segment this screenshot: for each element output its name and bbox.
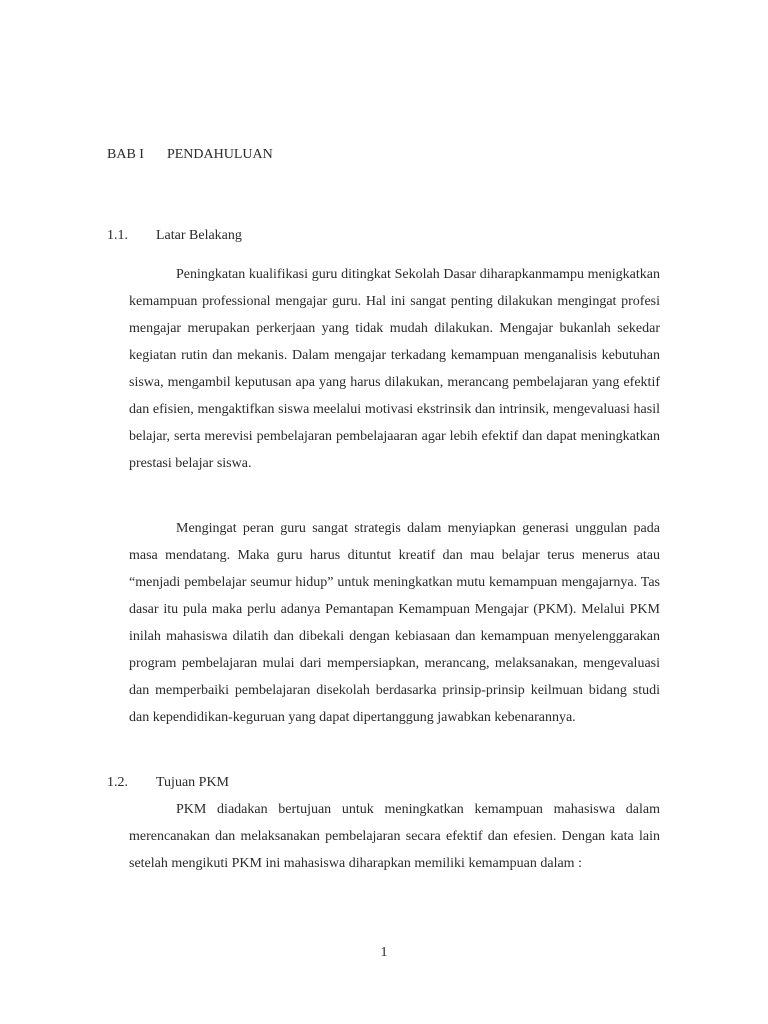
section-heading-latar-belakang — [107, 226, 242, 246]
page-number-value: 1 — [380, 945, 388, 960]
section-title: Latar Belakang — [156, 228, 242, 243]
chapter-name: PENDAHULUAN — [166, 147, 273, 162]
chapter-title — [107, 145, 273, 165]
paragraph-latar-belakang-2: Mengingat peran guru sangat strategis dalam menyiapkan generasi unggulan pada masa mendatang. Maka guru harus dituntut kreatif dan mau belajar terus menerus atau “menjadi pembelajar seumur hidup” untuk meningkatkan mutu kemampuan mengajarnya. Tas dasar itu pula maka perlu adanya Pemantapan Kemampuan Mengajar (PKM). Melalui PKM inilah mahasiswa dilatih dan dibekali dengan kebiasaan dan kemampuan menyelenggarakan program pembelajaran mulai dari mempersiapkan, merancang, melaksanakan, mengevaluasi dan memperbaiki pembelajaran disekolah berdasarka prinsip-prinsip keilmuan bidang studi dan kependidikan-keguruan yang dapat dipertanggung jawabkan kebenarannya. — [129, 521, 660, 725]
paragraph-tujuan-pkm-1: PKM diadakan bertujuan untuk meningkatkan kemampuan mahasiswa dalam merencanakan dan melaksanakan pembelajaran secara efektif dan efesien. Dengan kata lain setelah mengikuti PKM ini mahasiswa diharapkan memiliki kemampuan dalam : — [129, 802, 660, 871]
chapter-number: BAB I — [107, 147, 144, 162]
section-number: 1.1. — [107, 228, 128, 243]
section-number: 1.2. — [107, 775, 128, 790]
section-title: Tujuan PKM — [156, 775, 230, 790]
page-number — [0, 943, 768, 963]
section-heading-tujuan-pkm — [107, 773, 229, 793]
paragraph-latar-belakang-1: Peningkatan kualifikasi guru ditingkat Sekolah Dasar diharapkanmampu menigkatkan kemampuan professional mengajar guru. Hal ini sangat penting dilakukan mengingat profesi mengajar merupakan perkerjaan yang tidak mudah dilakukan. Mengajar bukanlah sekedar kegiatan rutin dan mekanis. Dalam mengajar terkadang kemampuan menganalisis kebutuhan siswa, mengambil keputusan apa yang harus dilakukan, merancang pembelajaran yang efektif dan efisien, mengaktifkan siswa meelalui motivasi ekstrinsik dan intrinsik, mengevaluasi hasil belajar, serta merevisi pembelajaran pembelajaaran agar lebih efektif dan dapat meningkatkan prestasi belajar siswa. — [129, 267, 660, 471]
